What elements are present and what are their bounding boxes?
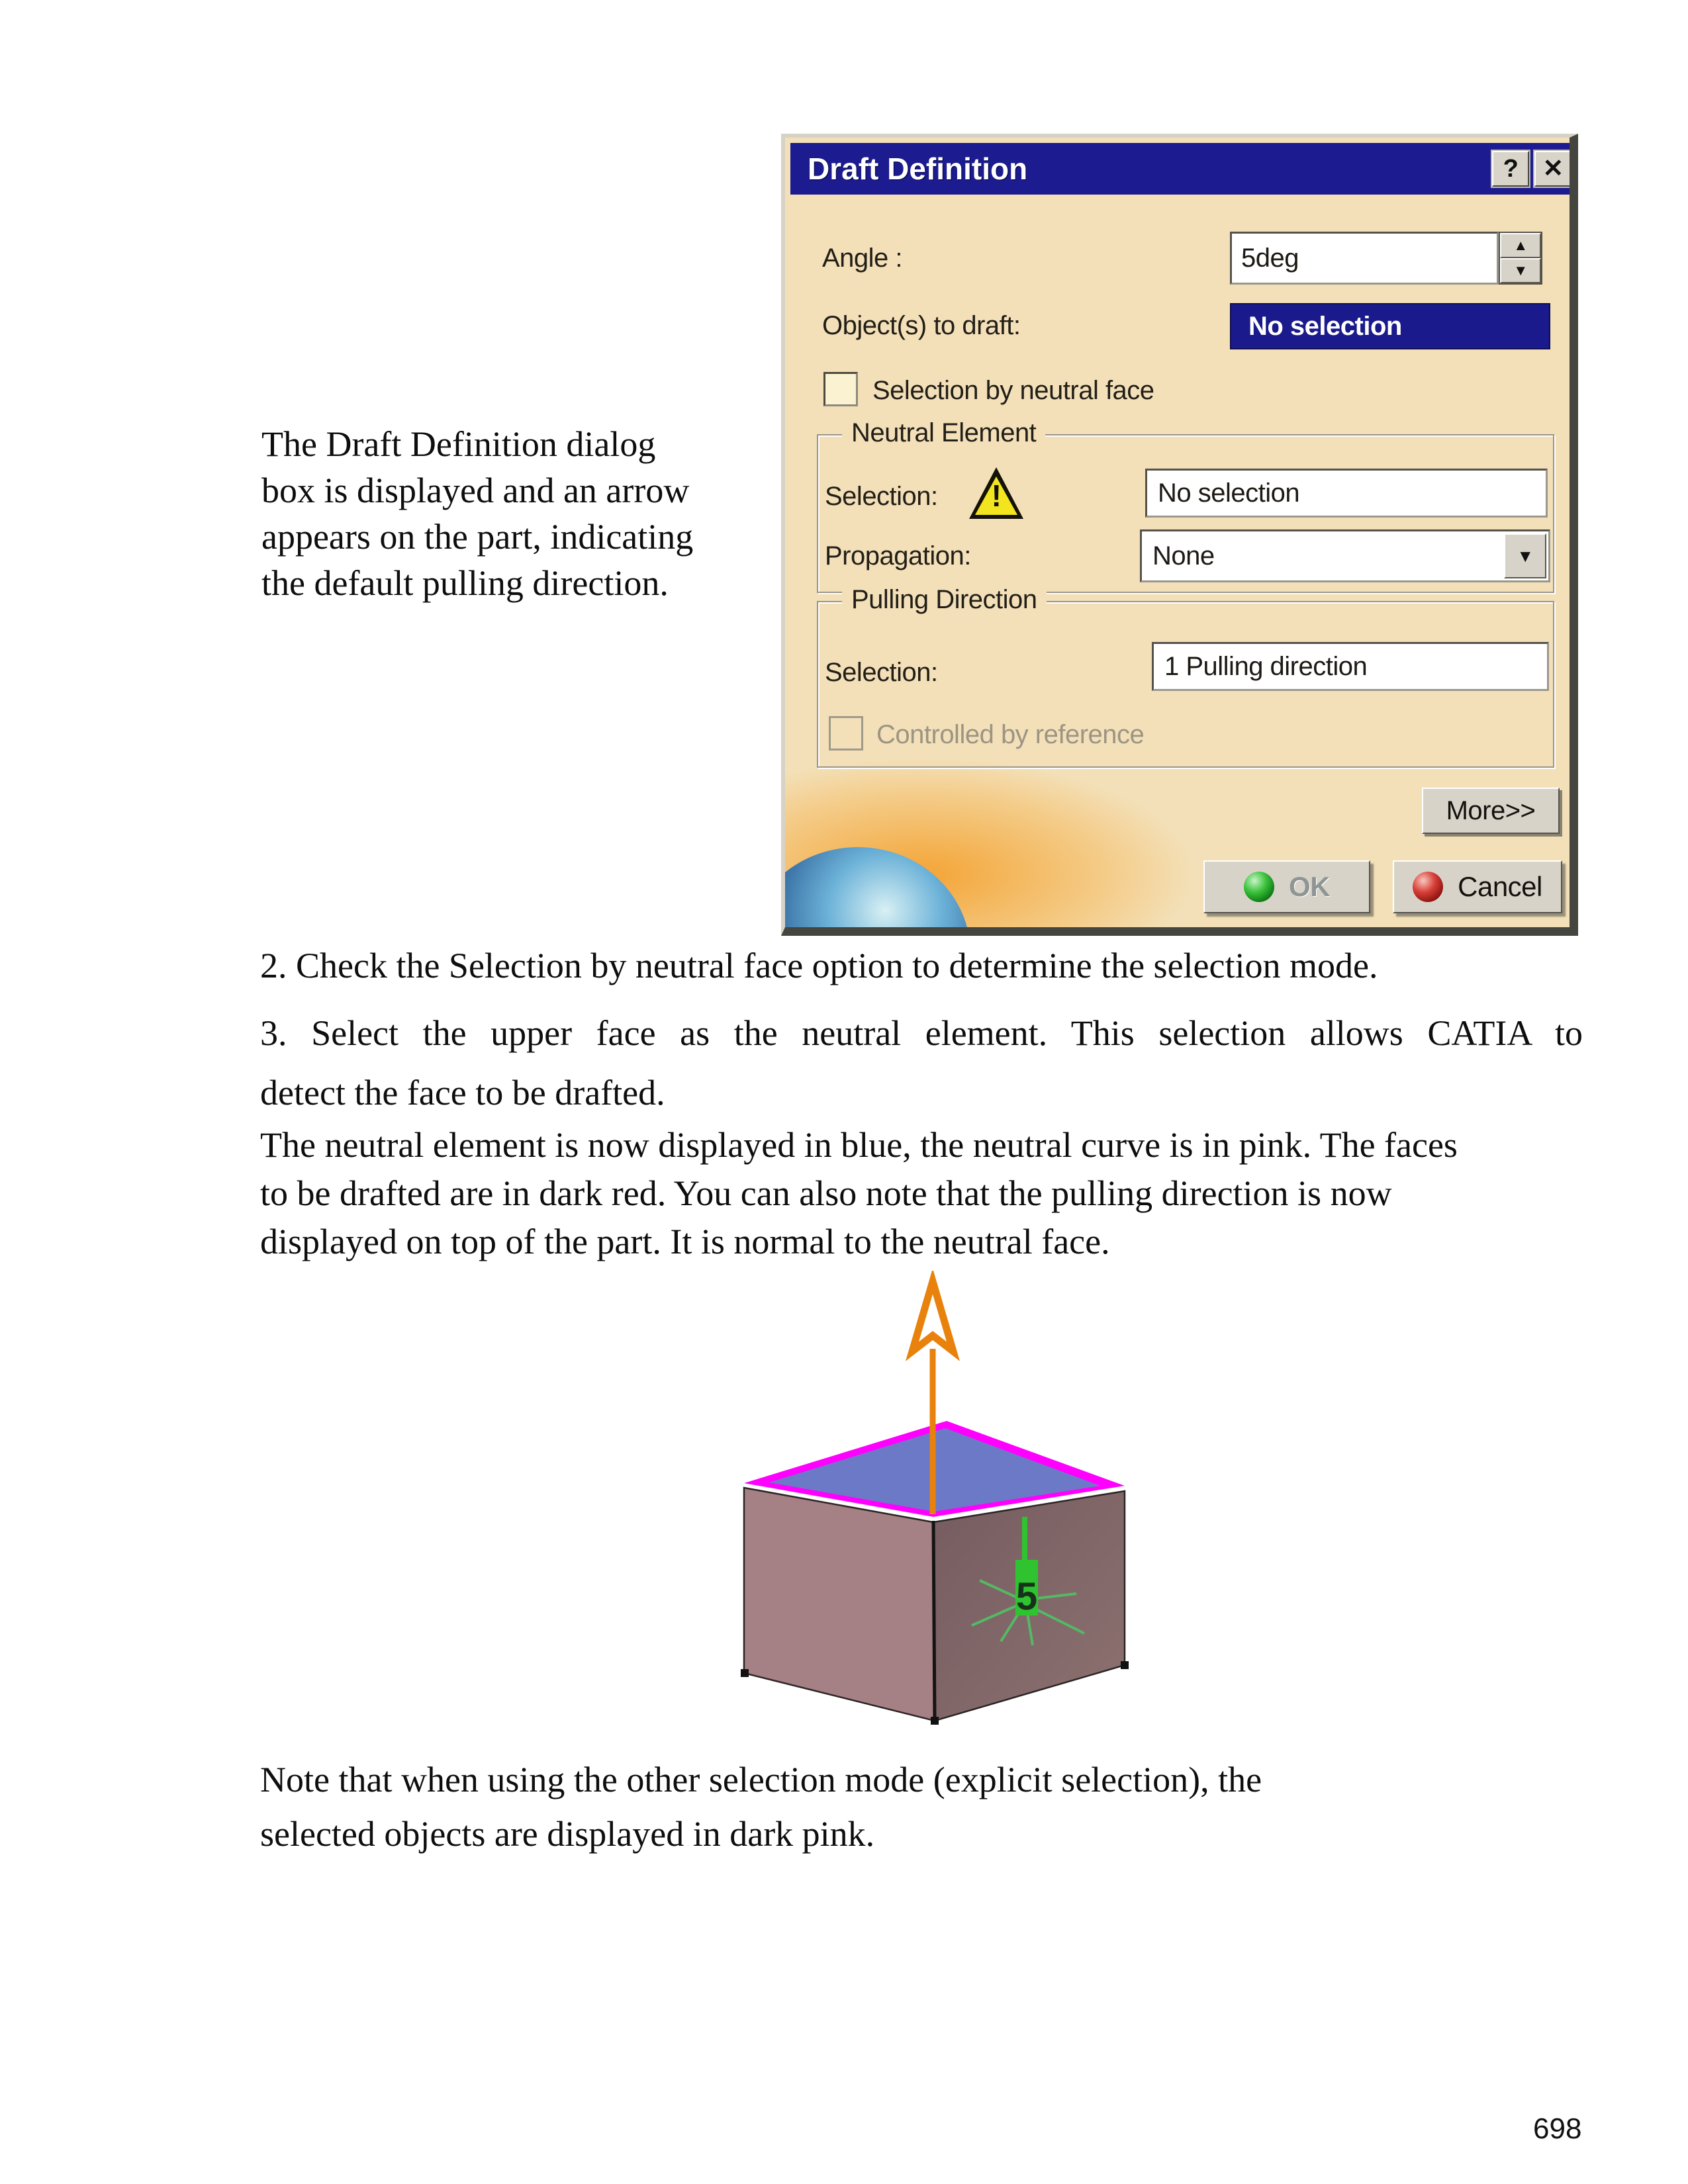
warning-icon: ! [969,467,1023,519]
page-number: 698 [1533,2113,1582,2145]
side-note-line: the default pulling direction. [261,563,669,603]
result-line: displayed on top of the part. It is normal to the neutral face. [260,1222,1110,1261]
close-button[interactable] [1534,151,1571,187]
pulling-selection-label: Selection: [825,658,938,687]
close-icon: ✕ [1542,155,1564,183]
step-3-line: detect the face to be drafted. [260,1073,665,1113]
help-button[interactable] [1492,151,1529,187]
dropdown-arrow-icon[interactable]: ▼ [1504,533,1546,578]
side-note [261,421,693,606]
cancel-button-label: Cancel [1458,871,1542,902]
ok-button-label: OK [1289,871,1330,902]
angle-value: 5deg [1241,244,1299,273]
propagation-dropdown[interactable] [1140,529,1550,582]
selection-by-neutral-face-checkbox[interactable] [823,372,858,406]
cancel-sphere-icon [1413,872,1443,902]
side-note-line: appears on the part, indicating [261,517,694,557]
more-button[interactable] [1422,788,1560,834]
vertex-marker [931,1717,939,1725]
neutral-element-group [817,418,1554,593]
objects-to-draft-field[interactable] [1230,303,1550,349]
ok-button[interactable] [1203,860,1370,913]
pulling-selection-value: 1 Pulling direction [1164,652,1368,681]
vertex-marker [1121,1661,1129,1669]
part-figure [702,1271,1165,1734]
dialog-title-bar[interactable] [790,143,1577,195]
neutral-element-group-label: Neutral Element [842,418,1045,448]
note-line: Note that when using the other selection mode (explicit selection), the [260,1760,1262,1799]
controlled-by-reference-label: Controlled by reference [876,720,1145,749]
vertex-marker [741,1669,749,1677]
neutral-selection-field[interactable] [1145,469,1548,518]
angle-spinner[interactable] [1499,232,1542,285]
step-3-line: 3. Select the upper face as the neutral element. This selection allows CATIA to [260,1013,1583,1053]
ok-sphere-icon [1244,872,1274,902]
pulling-direction-group-label: Pulling Direction [842,585,1047,615]
pulling-direction-group [817,585,1554,768]
help-icon: ? [1503,155,1519,183]
step-2-text: 2. Check the Selection by neutral face option to determine the selection mode. [260,946,1378,985]
dialog-title: Draft Definition [808,152,1028,186]
propagation-value: None [1152,541,1215,570]
pulling-direction-arrow-head [912,1281,953,1351]
side-note-line: The Draft Definition dialog [261,424,656,464]
spinner-up-icon[interactable]: ▲ [1500,233,1541,258]
cancel-button[interactable] [1393,860,1562,913]
objects-to-draft-value: No selection [1248,312,1402,341]
side-note-line: box is displayed and an arrow [261,471,690,510]
more-button-label: More>> [1446,796,1536,825]
result-paragraph [260,1121,1458,1266]
draft-angle-value-label: 5 [1015,1575,1038,1618]
part-figure-svg [702,1271,1165,1734]
propagation-label: Propagation: [825,541,971,570]
pulling-selection-field[interactable] [1152,642,1549,691]
neutral-selection-label: Selection: [825,482,938,511]
neutral-selection-value: No selection [1158,478,1300,508]
angle-input[interactable] [1230,232,1499,285]
left-drafted-face [744,1488,935,1721]
step-3-text [260,1003,1583,1122]
selection-by-neutral-face-label: Selection by neutral face [872,376,1154,405]
result-line: to be drafted are in dark red. You can also note that the pulling direction is now [260,1173,1392,1213]
note-line: selected objects are displayed in dark pink. [260,1814,875,1854]
draft-definition-dialog [781,134,1578,936]
objects-to-draft-label: Object(s) to draft: [822,311,1021,340]
angle-label: Angle : [822,244,903,273]
controlled-by-reference-checkbox[interactable] [829,716,863,751]
spinner-down-icon[interactable]: ▼ [1500,258,1541,283]
front-edge [933,1521,935,1721]
note-paragraph [260,1752,1262,1861]
result-line: The neutral element is now displayed in blue, the neutral curve is in pink. The faces [260,1125,1458,1165]
